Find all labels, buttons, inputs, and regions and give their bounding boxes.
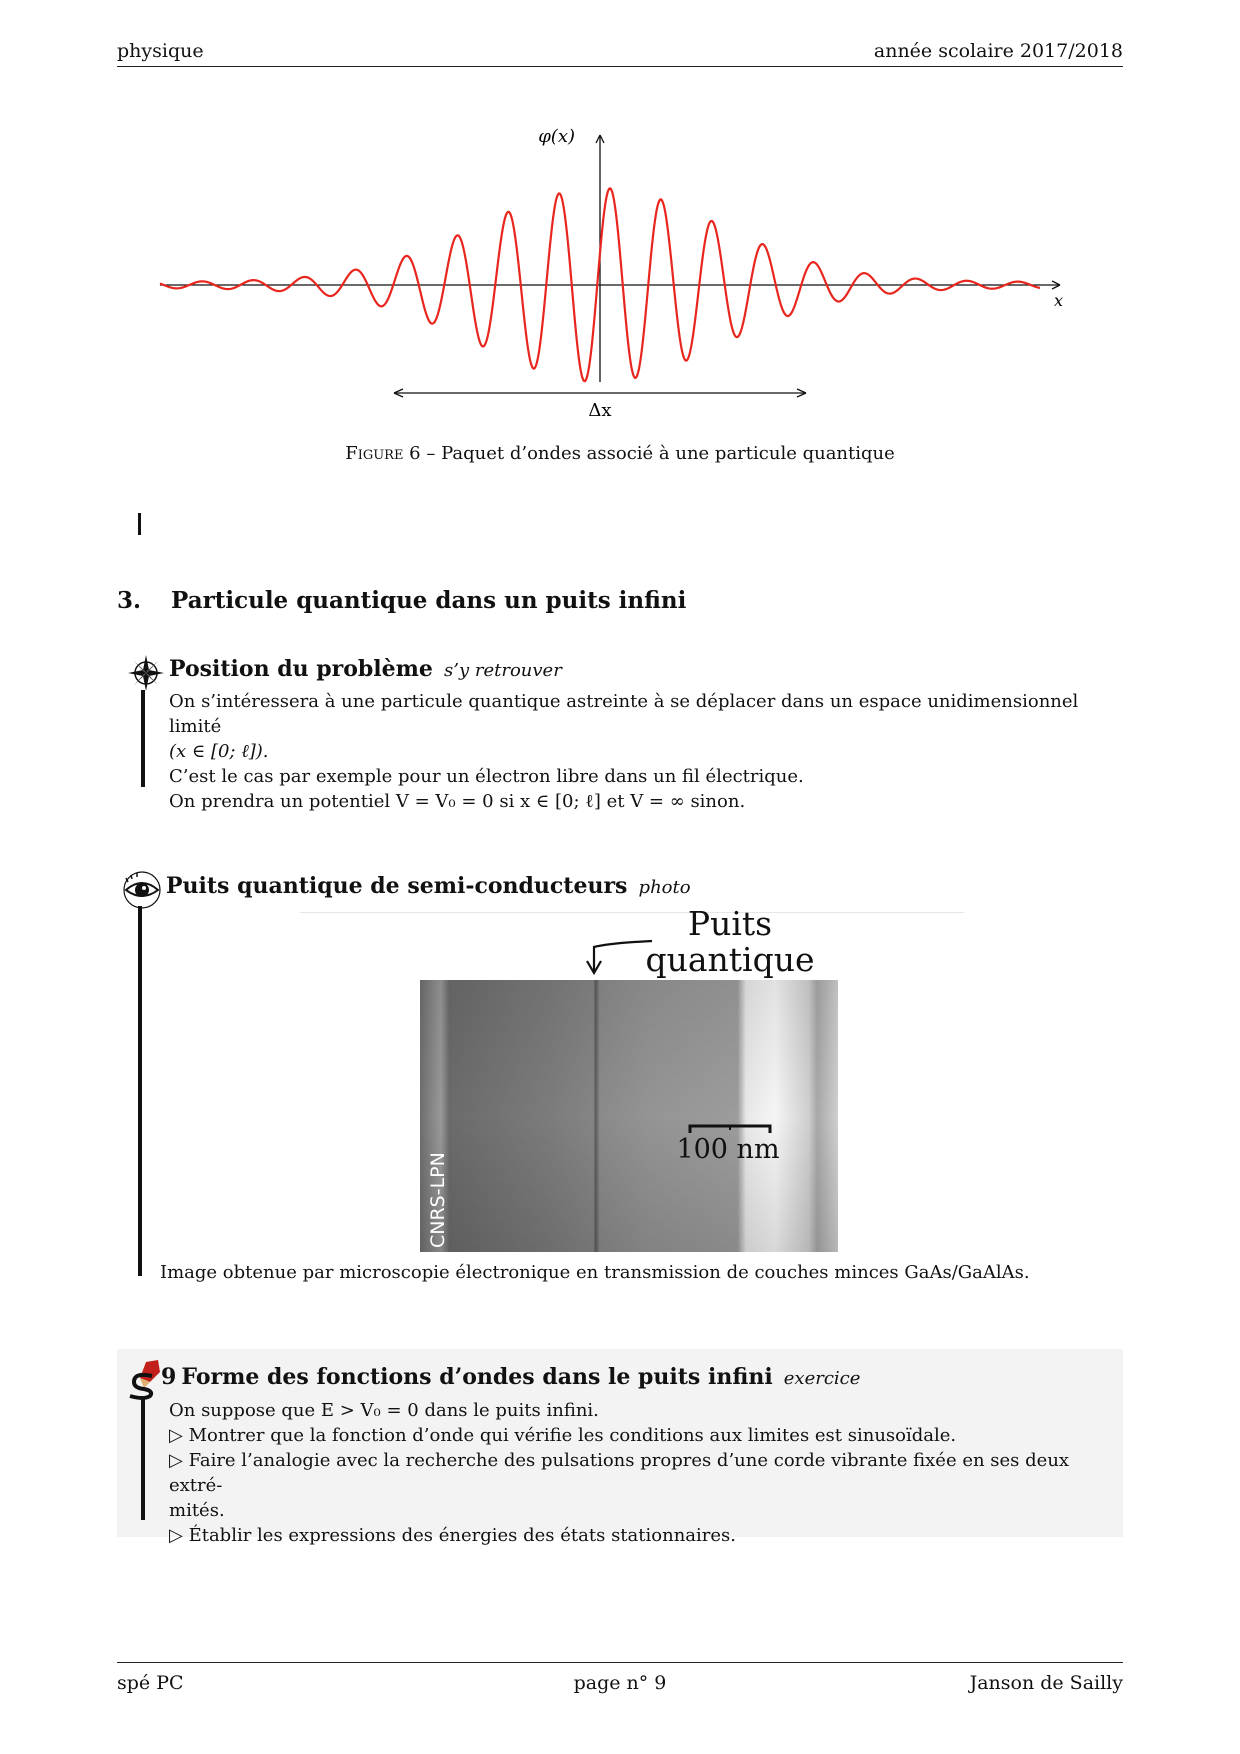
stray-margin-bar bbox=[138, 513, 141, 535]
section-title bbox=[117, 587, 686, 614]
y-axis-label: φ(x) bbox=[538, 126, 575, 147]
tem-micrograph-image bbox=[420, 980, 838, 1252]
quantum-well-label bbox=[640, 906, 820, 978]
compass-rose-icon bbox=[127, 654, 165, 692]
exercise-line-2: ▷ Montrer que la fonction d’onde qui vérifie les conditions aux limites est sinusoïdale. bbox=[169, 1425, 957, 1446]
exercise-line-1: On suppose que E > V₀ = 0 dans le puits infini. bbox=[169, 1400, 599, 1421]
quantum-well-label-line1: Puits bbox=[687, 904, 773, 943]
x-axis-label: x bbox=[1054, 291, 1064, 310]
photo-box-heading bbox=[166, 873, 691, 899]
position-box-body bbox=[169, 689, 1119, 814]
exercise-number: 9 bbox=[161, 1364, 177, 1390]
exercise-line-5: ▷ Établir les expressions des énergies des états stationnaires. bbox=[169, 1525, 736, 1546]
footer-right: Janson de Sailly bbox=[969, 1672, 1123, 1694]
position-line-4: On prendra un potentiel V = V₀ = 0 si x ∈ [0; ℓ] et V = ∞ sinon. bbox=[169, 791, 746, 812]
exercise-line-4: mités. bbox=[169, 1500, 225, 1521]
pencil-s-icon bbox=[122, 1358, 166, 1400]
position-line-3: C’est le cas par exemple pour un électron libre dans un fil électrique. bbox=[169, 766, 804, 787]
footer-center: page n° 9 bbox=[573, 1672, 667, 1694]
exercise-title: Forme des fonctions d’ondes dans le puits infini bbox=[181, 1364, 773, 1390]
exercise-line-3: ▷ Faire l’analogie avec la recherche des pulsations propres d’une corde vibrante fixée en ses deux extré- bbox=[169, 1450, 1070, 1496]
exercise-box-body bbox=[169, 1398, 1109, 1548]
footer-left: spé PC bbox=[117, 1672, 184, 1694]
pointer-arrow-icon bbox=[580, 935, 660, 980]
position-box-bar bbox=[141, 690, 145, 787]
position-box-title: Position du problème bbox=[169, 656, 433, 682]
footer-rule bbox=[117, 1662, 1123, 1663]
section-title-text: Particule quantique dans un puits infini bbox=[171, 587, 687, 614]
exercise-box-heading bbox=[161, 1364, 860, 1390]
photo-caption: Image obtenue par microscopie électronique en transmission de couches minces GaAs/GaAlAs. bbox=[160, 1262, 1030, 1283]
exercise-subtitle: exercice bbox=[783, 1368, 861, 1389]
cnrs-watermark: CNRS-LPN bbox=[427, 1152, 449, 1248]
header-left: physique bbox=[117, 40, 204, 62]
photo-box-title: Puits quantique de semi-conducteurs bbox=[166, 873, 628, 899]
header-rule bbox=[117, 66, 1123, 67]
position-box-heading bbox=[169, 656, 562, 682]
figure-caption bbox=[0, 443, 1240, 464]
figure-caption-text: – Paquet d’ondes associé à une particule quantique bbox=[426, 443, 895, 464]
photo-box-subtitle: photo bbox=[638, 877, 691, 898]
figure-caption-prefix: Figure 6 bbox=[345, 443, 421, 464]
position-box-subtitle: s’y retrouver bbox=[444, 660, 562, 681]
quantum-well-label-line2: quantique bbox=[645, 940, 815, 979]
scale-bar-label: 100 nm bbox=[676, 1134, 780, 1165]
photo-box-bar bbox=[138, 906, 142, 1276]
section-number: 3. bbox=[117, 587, 142, 614]
delta-x-label: Δx bbox=[588, 400, 612, 421]
wave-packet-figure bbox=[150, 120, 1080, 430]
photo-top-line bbox=[300, 912, 964, 913]
position-line-2: (x ∈ [0; ℓ]). bbox=[169, 741, 269, 762]
exercise-box-bar bbox=[141, 1398, 145, 1520]
position-line-1: On s’intéressera à une particule quantique astreinte à se déplacer dans un espace unidimensionnel limité bbox=[169, 691, 1079, 737]
eye-icon bbox=[122, 870, 162, 910]
header-right: année scolaire 2017/2018 bbox=[873, 40, 1123, 62]
